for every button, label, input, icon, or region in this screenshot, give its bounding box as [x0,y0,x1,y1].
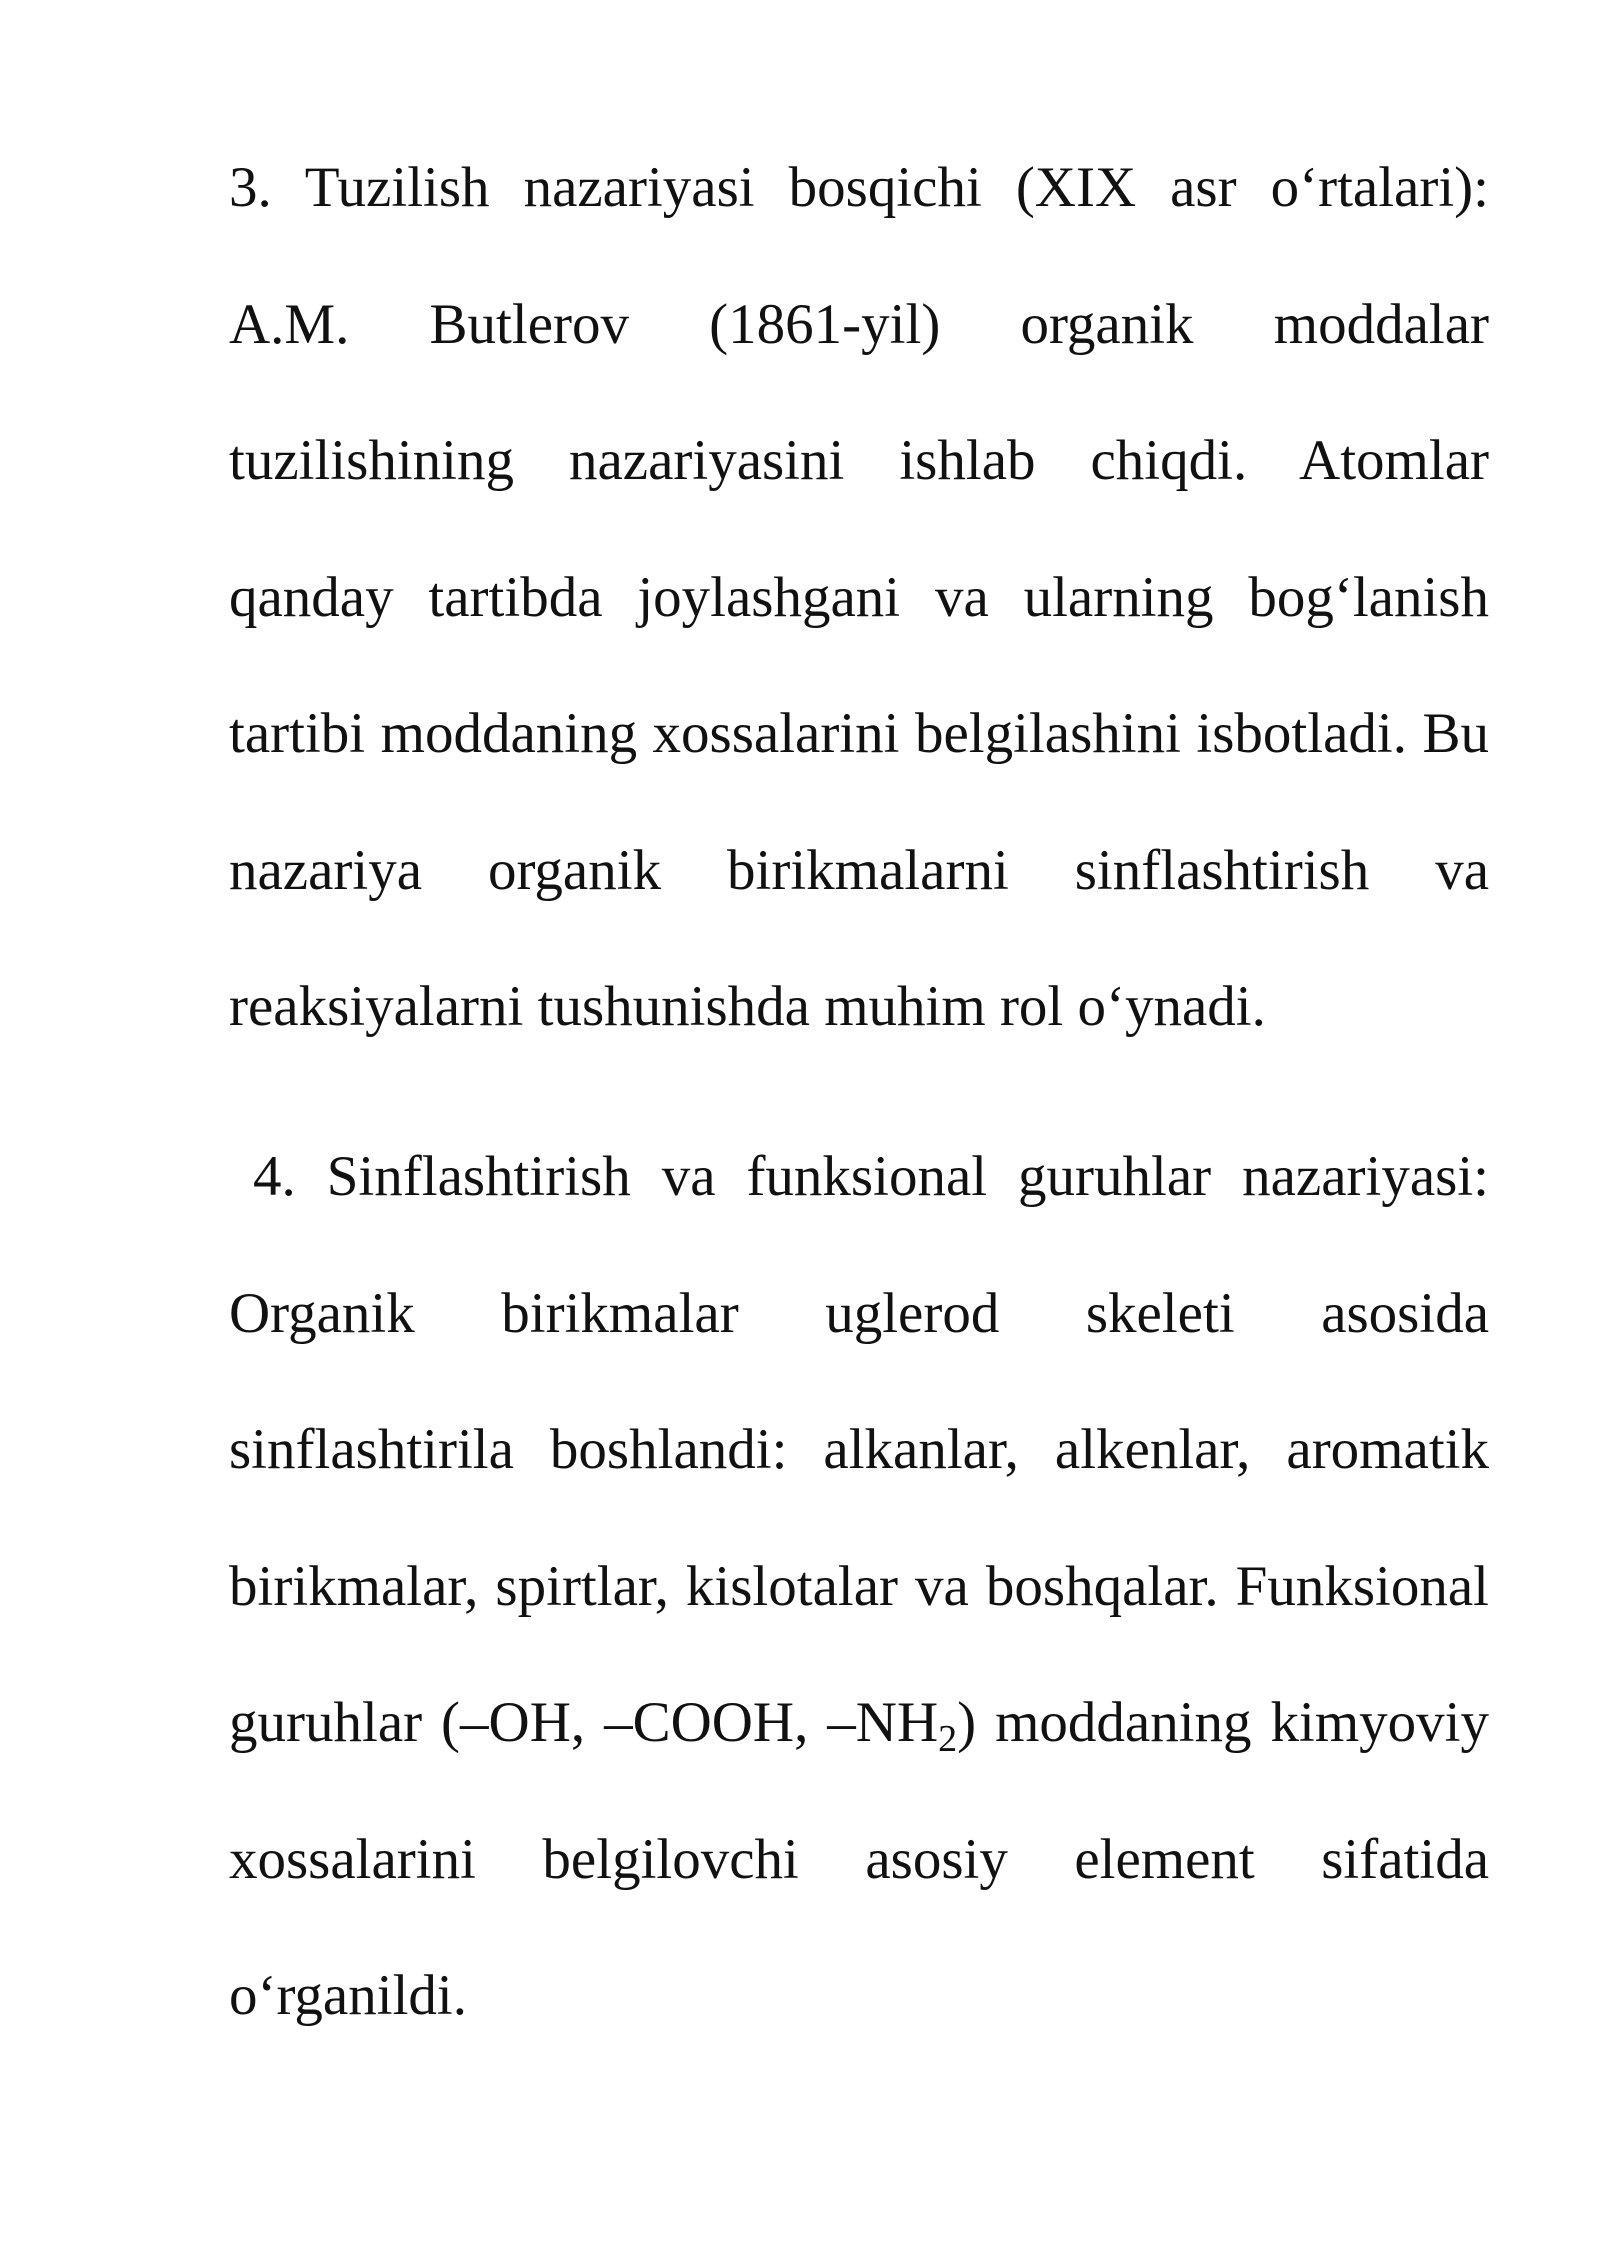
paragraph-structure-theory [229,120,1489,1076]
paragraph-classification-theory [229,1109,1489,2065]
subscript-two: 2 [938,1718,958,1760]
paragraph-4-text-before-subscript: 4. Sinflashtirish va funksional guruhlar nazariyasi: Organik birikmalar uglerod skeleti asosida sinflashtirila boshlandi: alkanlar, alkenlar, aromatik birikmalar, spirtlar, kislotalar va boshqalar. Funksional guruhlar (–OH, –COOH, –NH [229,1145,1489,1754]
paragraph-4-text-after-subscript: ) moddaning kimyoviy xossalarini belgilovchi asosiy element sifatida o‘rganildi. [229,1691,1490,2027]
paragraph-3-text: 3. Tuzilish nazariyasi bosqichi (XIX asr o‘rtalari): A.M. Butlerov (1861-yil) organik moddalar tuzilishining nazariyasini ishlab chiqdi. Atomlar qanday tartibda joylashgani va ularning bog‘lanish tartibi moddaning xossalarini belgilashini isbotladi. Bu nazariya organik birikmalarni sinflashtirish va reaksiyalarni tushunishda muhim rol o‘ynadi. [229,156,1489,1038]
